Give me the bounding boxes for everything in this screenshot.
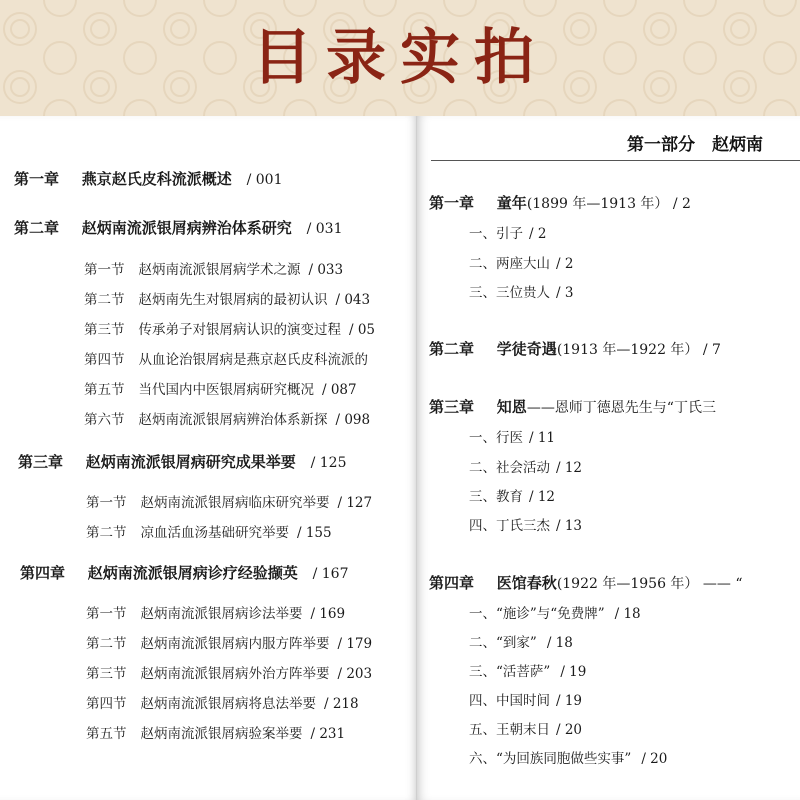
toc-section <box>84 318 375 338</box>
section-title: 赵炳南先生对银屑病的最初认识 <box>138 292 328 308</box>
item-page: / 2 <box>556 256 574 272</box>
chapter-suffix: (1899 年—1913 年） / 2 <box>526 196 691 212</box>
section-page: / 043 <box>335 292 371 308</box>
item-title: “为回族同胞做些实事” <box>496 751 632 767</box>
chapter-label: 第三章 <box>429 398 475 416</box>
chapter-label: 第二章 <box>429 340 475 358</box>
part-header: 第一部分 赵炳南 <box>627 135 763 155</box>
item-page: / 19 <box>560 664 587 680</box>
toc-item <box>469 660 586 680</box>
left-page <box>0 116 417 800</box>
section-label: 第一节 <box>86 495 127 511</box>
item-title: 行医 <box>496 430 523 446</box>
section-title: 赵炳南流派银屑病将息法举要 <box>140 696 316 712</box>
banner <box>0 0 800 116</box>
item-label: 二、 <box>469 635 496 651</box>
section-label: 第五节 <box>84 382 125 398</box>
chapter-suffix: (1922 年—1956 年） —— “ <box>556 576 743 592</box>
toc-item <box>469 281 573 301</box>
item-label: 五、 <box>469 722 496 738</box>
toc-section <box>86 491 372 511</box>
item-title: 王朝末日 <box>496 722 550 738</box>
chapter-title: 赵炳南流派银屑病辨治体系研究 <box>81 219 292 237</box>
toc-item <box>469 456 582 476</box>
section-page: / 033 <box>308 262 344 278</box>
item-label: 一、 <box>469 606 496 622</box>
section-page: / 155 <box>297 525 332 541</box>
chapter-label: 第一章 <box>429 194 475 212</box>
section-title: 传承弟子对银屑病认识的演变过程 <box>138 322 341 338</box>
toc-section <box>84 288 370 308</box>
item-page: / 12 <box>556 460 583 476</box>
section-label: 第二节 <box>86 525 127 541</box>
item-label: 三、 <box>469 664 496 680</box>
toc-chapter-2 <box>429 338 721 359</box>
section-label: 第五节 <box>86 726 127 742</box>
section-page: / 231 <box>310 726 346 742</box>
section-title: 赵炳南流派银屑病诊法举要 <box>140 606 303 622</box>
item-title: 教育 <box>496 489 523 505</box>
section-page: / 087 <box>322 382 357 398</box>
chapter-suffix: (1913 年—1922 年） / 7 <box>556 342 721 358</box>
section-label: 第一节 <box>84 262 125 278</box>
toc-item <box>469 747 667 767</box>
section-title: 赵炳南流派银屑病辨治体系新探 <box>138 412 328 428</box>
item-title: 引子 <box>496 226 523 242</box>
chapter-title: 学徒奇遇 <box>496 340 557 358</box>
chapter-title: 赵炳南流派银屑病研究成果举要 <box>85 453 296 471</box>
toc-item <box>469 689 582 709</box>
chapter-label: 第四章 <box>429 574 475 592</box>
toc-section <box>86 692 359 712</box>
item-label: 三、 <box>469 285 496 301</box>
toc-chapter-4 <box>429 572 743 593</box>
item-page: / 12 <box>529 489 556 505</box>
toc-item <box>469 252 573 272</box>
toc-item <box>469 485 555 505</box>
toc-item <box>469 222 546 242</box>
toc-chapter-3 <box>429 396 716 417</box>
toc-section <box>86 662 372 682</box>
item-page: / 2 <box>529 226 547 242</box>
chapter-page: / 167 <box>312 566 349 582</box>
item-label: 三、 <box>469 489 496 505</box>
section-label: 第二节 <box>86 636 127 652</box>
section-label: 第三节 <box>86 666 127 682</box>
chapter-title: 知恩 <box>496 398 527 416</box>
banner-title: 目录实拍 <box>252 23 548 93</box>
section-title: 赵炳南流派银屑病内服方阵举要 <box>140 636 330 652</box>
toc-chapter-4 <box>20 562 348 583</box>
section-label: 第六节 <box>84 412 125 428</box>
toc-item <box>469 426 555 446</box>
item-title: “活菩萨” <box>496 664 551 680</box>
section-label: 第二节 <box>84 292 125 308</box>
section-label: 第一节 <box>86 606 127 622</box>
toc-section <box>86 521 332 541</box>
item-page: / 3 <box>556 285 574 301</box>
toc-chapter-1 <box>429 192 691 213</box>
section-label: 第四节 <box>86 696 127 712</box>
item-title: 三位贵人 <box>496 285 550 301</box>
chapter-label: 第三章 <box>18 453 64 471</box>
item-label: 一、 <box>469 226 496 242</box>
item-page: / 19 <box>556 693 583 709</box>
header-rule <box>431 160 800 161</box>
toc-section <box>84 408 370 428</box>
section-page: / 098 <box>335 412 371 428</box>
item-page: / 11 <box>529 430 556 446</box>
toc-section <box>84 378 357 398</box>
item-label: 二、 <box>469 256 496 272</box>
toc-item <box>469 631 573 651</box>
chapter-label: 第一章 <box>14 170 60 188</box>
toc-item <box>469 718 582 738</box>
toc-chapter-2 <box>14 217 342 238</box>
section-title: 赵炳南流派银屑病学术之源 <box>138 262 301 278</box>
chapter-title: 医馆春秋 <box>496 574 557 592</box>
section-page: / 05 <box>349 322 376 338</box>
item-page: / 20 <box>556 722 583 738</box>
toc-section <box>84 258 343 278</box>
section-page: / 203 <box>337 666 373 682</box>
item-title: “到家” <box>496 635 537 651</box>
chapter-title: 燕京赵氏皮科流派概述 <box>81 170 232 188</box>
item-page: / 13 <box>556 518 583 534</box>
toc-section <box>86 602 345 622</box>
item-page: / 18 <box>614 606 641 622</box>
toc-section <box>86 632 372 652</box>
item-title: 两座大山 <box>496 256 550 272</box>
section-title: 从血论治银屑病是燕京赵氏皮科流派的 <box>138 352 368 368</box>
section-title: 赵炳南流派银屑病外治方阵举要 <box>140 666 330 682</box>
section-page: / 169 <box>310 606 346 622</box>
toc-section <box>86 722 345 742</box>
item-label: 四、 <box>469 693 496 709</box>
chapter-page: / 031 <box>306 221 343 237</box>
chapter-label: 第四章 <box>20 564 66 582</box>
section-page: / 127 <box>337 495 373 511</box>
chapter-page: / 125 <box>310 455 347 471</box>
toc-item <box>469 514 582 534</box>
section-title: 当代国内中医银屑病研究概况 <box>138 382 314 398</box>
section-label: 第三节 <box>84 322 125 338</box>
item-page: / 18 <box>546 635 573 651</box>
item-label: 六、 <box>469 751 496 767</box>
section-label: 第四节 <box>84 352 125 368</box>
chapter-title: 童年 <box>496 194 527 212</box>
item-label: 一、 <box>469 430 496 446</box>
item-title: 丁氏三杰 <box>496 518 550 534</box>
section-title: 凉血活血汤基础研究举要 <box>140 525 289 541</box>
right-page <box>417 116 800 800</box>
item-label: 四、 <box>469 518 496 534</box>
chapter-label: 第二章 <box>14 219 60 237</box>
section-page: / 179 <box>337 636 373 652</box>
section-page: / 218 <box>324 696 359 712</box>
toc-chapter-1 <box>14 168 282 189</box>
chapter-title: 赵炳南流派银屑病诊疗经验撷英 <box>87 564 298 582</box>
item-title: 中国时间 <box>496 693 550 709</box>
item-label: 二、 <box>469 460 496 476</box>
chapter-page: / 001 <box>246 172 283 188</box>
toc-item <box>469 602 641 622</box>
toc-chapter-3 <box>18 451 346 472</box>
section-title: 赵炳南流派银屑病临床研究举要 <box>140 495 330 511</box>
chapter-suffix: ——恩师丁德恩先生与“丁氏三 <box>526 400 716 416</box>
item-title: 社会活动 <box>496 460 550 476</box>
item-title: “施诊”与“免费牌” <box>496 606 605 622</box>
toc-section <box>84 348 376 368</box>
item-page: / 20 <box>641 751 668 767</box>
section-title: 赵炳南流派银屑病验案举要 <box>140 726 303 742</box>
